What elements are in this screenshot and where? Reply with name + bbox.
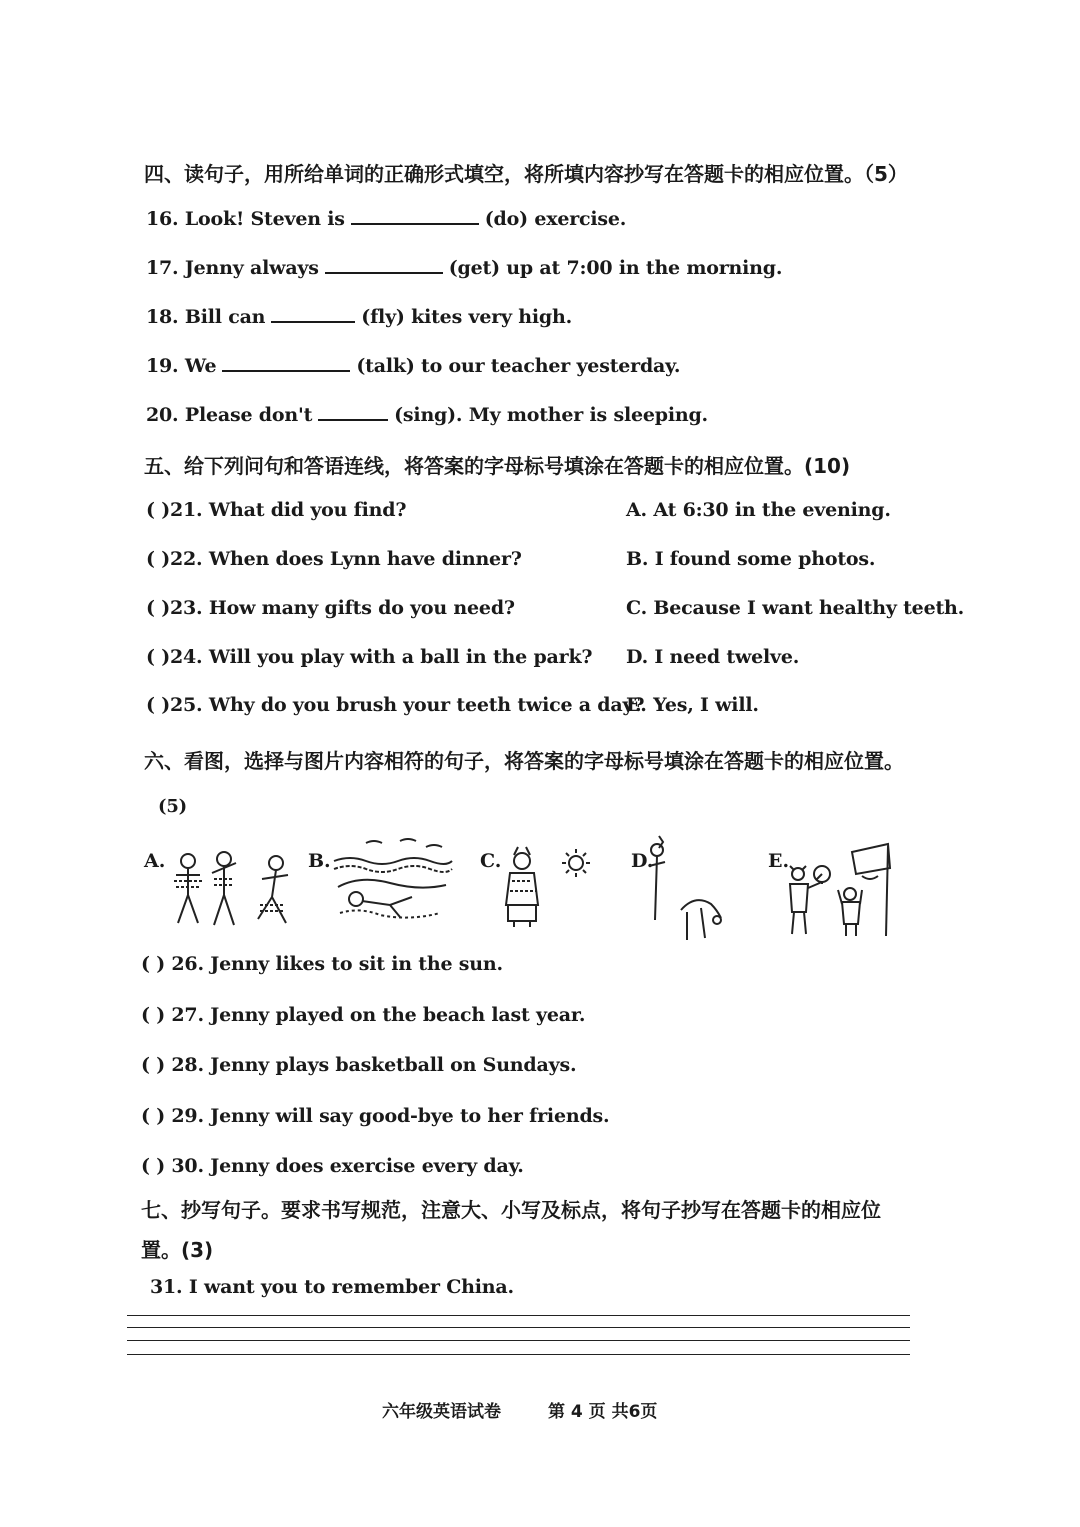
question-17 <box>146 254 782 279</box>
question-24: ( )24. Will you play with a ball in the park? <box>146 646 593 668</box>
writing-line-2 <box>127 1327 910 1328</box>
picture-a-exercise <box>168 845 298 930</box>
question-18 <box>146 303 572 328</box>
question-20-text: 20. Please don't <box>146 404 313 426</box>
question-18-hint: (fly) kites very high. <box>361 306 573 328</box>
question-21: ( )21. What did you find? <box>146 499 407 521</box>
answer-a: A. At 6:30 in the evening. <box>626 499 891 521</box>
picture-label-d: D. <box>631 850 654 872</box>
answer-blank-18 <box>271 303 355 323</box>
picture-label-a: A. <box>144 850 166 872</box>
question-28: ( ) 28. Jenny plays basketball on Sundays. <box>141 1054 577 1076</box>
section6-heading: 六、看图，选择与图片内容相符的句子，将答案的字母标号填涂在答题卡的相应位置。 <box>144 749 904 773</box>
question-26: ( ) 26. Jenny likes to sit in the sun. <box>141 953 503 975</box>
picture-label-c: C. <box>480 850 502 872</box>
question-20 <box>146 401 708 426</box>
picture-e-basketball <box>782 838 897 943</box>
question-16-hint: (do) exercise. <box>484 208 627 230</box>
question-18-text: 18. Bill can <box>146 306 266 328</box>
question-16 <box>146 205 626 230</box>
writing-line-4 <box>127 1354 910 1355</box>
section7-heading-line1: 七、抄写句子。要求书写规范，注意大、小写及标点，将句子抄写在答题卡的相应位 <box>141 1198 881 1222</box>
section5-heading: 五、给下列问句和答语连线，将答案的字母标号填涂在答题卡的相应位置。(10) <box>144 454 851 478</box>
answer-e: E. Yes, I will. <box>626 694 759 716</box>
question-22: ( )22. When does Lynn have dinner? <box>146 548 522 570</box>
writing-line-1 <box>127 1315 910 1316</box>
answer-blank-17 <box>325 254 443 274</box>
question-17-text: 17. Jenny always <box>146 257 319 279</box>
answer-blank-16 <box>351 205 479 225</box>
question-19-hint: (talk) to our teacher yesterday. <box>356 355 681 377</box>
section7-heading-line2: 置。(3) <box>141 1238 214 1262</box>
question-17-hint: (get) up at 7:00 in the morning. <box>448 257 783 279</box>
question-20-hint: (sing). My mother is sleeping. <box>394 404 708 426</box>
picture-label-e: E. <box>768 850 790 872</box>
question-23: ( )23. How many gifts do you need? <box>146 597 515 619</box>
question-27: ( ) 27. Jenny played on the beach last year. <box>141 1004 586 1026</box>
answer-c: C. Because I want healthy teeth. <box>626 597 965 619</box>
picture-label-b: B. <box>308 850 331 872</box>
answer-b: B. I found some photos. <box>626 548 876 570</box>
question-19-text: 19. We <box>146 355 217 377</box>
picture-c-sun <box>500 845 595 930</box>
question-29: ( ) 29. Jenny will say good-bye to her friends. <box>141 1105 610 1127</box>
question-19 <box>146 352 680 377</box>
question-31: 31. I want you to remember China. <box>150 1276 514 1298</box>
footer-page-info: 第 4 页 共6页 <box>548 1402 658 1422</box>
picture-b-beach <box>330 835 455 925</box>
question-16-text: 16. Look! Steven is <box>146 208 345 230</box>
answer-d: D. I need twelve. <box>626 646 800 668</box>
question-25: ( )25. Why do you brush your teeth twice a day? <box>146 694 645 716</box>
answer-blank-19 <box>222 352 350 372</box>
section6-score: (5) <box>158 796 187 817</box>
section4-heading: 四、读句子，用所给单词的正确形式填空，将所填内容抄写在答题卡的相应位置。（5） <box>144 162 908 186</box>
picture-d-goodbye <box>645 832 730 942</box>
question-30: ( ) 30. Jenny does exercise every day. <box>141 1155 524 1177</box>
footer-exam-title: 六年级英语试卷 <box>382 1402 501 1422</box>
writing-line-3 <box>127 1340 910 1341</box>
answer-blank-20 <box>318 401 388 421</box>
